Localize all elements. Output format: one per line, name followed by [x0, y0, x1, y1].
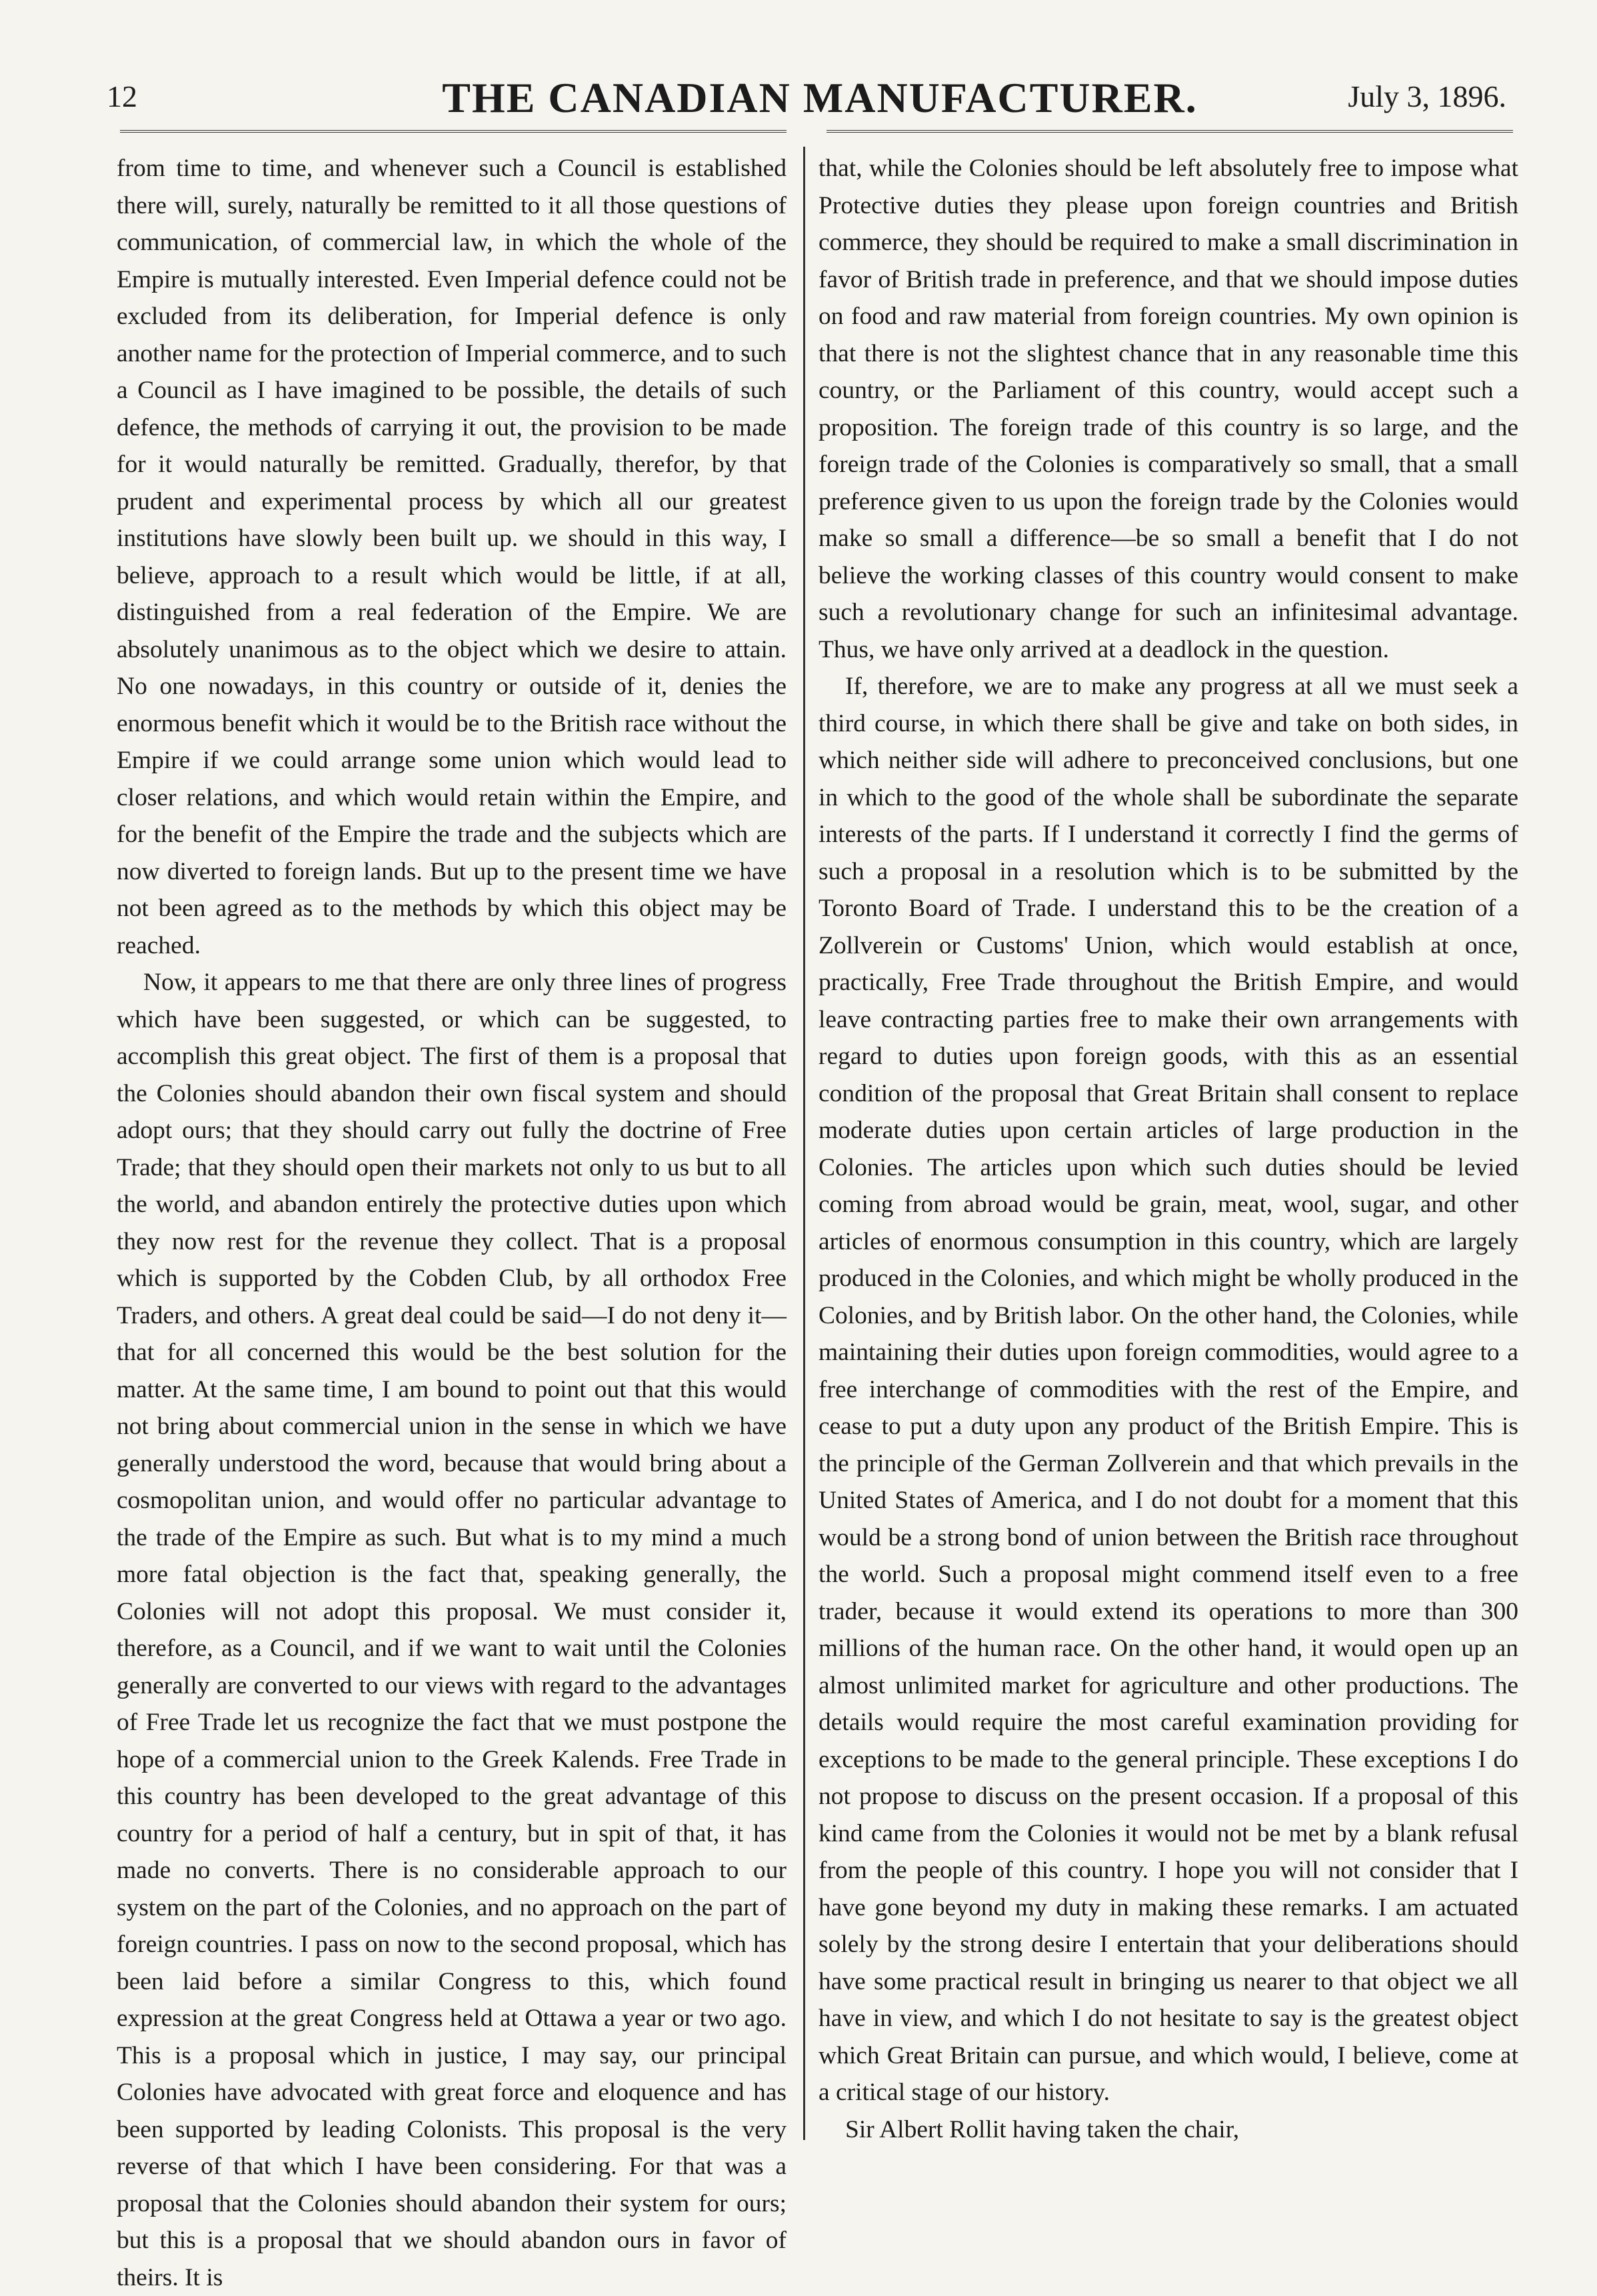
journal-title: THE CANADIAN MANUFACTURER.: [442, 74, 1198, 121]
left-paragraph-2: Now, it appears to me that there are only three lines of progress which have been suggested, or which can be suggested, to accomplish this great object. The first of them is a proposal that the Colonies should abandon their own fiscal system and should adopt ours; that they should carry out fully the doctrine of Free Trade; that they should open their markets not only to us but to all the world, and abandon entirely the protective duties upon which they now rest for the revenue they collect. That is a proposal which is supported by the Cobden Club, by all orthodox Free Traders, and others. A great deal could be said—I do not deny it—that for all concerned this would be the best solution for the matter. At the same time, I am bound to point out that this would not bring about commercial union in the sense in which we have generally understood the word, because that would bring about a cosmopolitan union, and would offer no particular advantage to the trade of the Empire as such. But what is to my mind a much more fatal objection is the fact that, speaking generally, the Colonies will not adopt this proposal. We must consider it, therefore, as a Council, and if we want to wait until the Colonies generally are converted to our views with regard to the advantages of Free Trade let us recognize the fact that we must postpone the hope of a commercial union to the Greek Kalends. Free Trade in this country has been developed to the great advantage of this country for a period of half a century, but in spit of that, it has made no converts. There is no considerable approach to our system on the part of the Colonies, and no approach on the part of foreign countries. I pass on now to the second proposal, which has been laid before a similar Congress to this, which found expression at the great Congress held at Ottawa a year or two ago. This is a proposal which in justice, I may say, our principal Colonies have advocated with great force and eloquence and has been supported by leading Colonists. This proposal is the very reverse of that which I have been considering. For that was a proposal that the Colonies should abandon their system for ours; but this is a proposal that we should abandon ours in favor of theirs. It is: [117, 969, 787, 2291]
issue-date: July 3, 1896.: [1348, 79, 1506, 113]
page-header: [107, 73, 1506, 133]
left-paragraph-1: from time to time, and whenever such a Council is established there will, surely, naturally be remitted to it all those questions of communication, of commercial law, in which the whole of the Empire is mutually interested. Even Imperial defence could not be excluded from its deliberation, for Imperial defence is only another name for the protection of Imperial commerce, and to such a Council as I have imagined to be possible, the details of such defence, the methods of carrying it out, the provision to be made for it would naturally be remitted. Gradually, therefor, by that prudent and experimental process by which all our greatest institutions have slowly been built up. we should in this way, I believe, approach to a result which would be little, if at all, distinguished from a real federation of the Empire. We are absolutely unanimous as to the object which we desire to attain. No one nowadays, in this country or outside of it, denies the enormous benefit which it would be to the British race without the Empire if we could arrange some union which would lead to closer relations, and which would retain within the Empire, and for the benefit of the Empire the trade and the subjects which are now diverted to foreign lands. But up to the present time we have not been agreed as to the methods by which this object may be reached.: [117, 155, 787, 959]
column-divider: [803, 147, 805, 2140]
header-rule-right: [826, 130, 1513, 133]
right-paragraph-3: Sir Albert Rollit having taken the chair,: [845, 2115, 1240, 2143]
right-paragraph-2: If, therefore, we are to make any progress at all we must seek a third course, in which there shall be give and take on both sides, in which neither side will adhere to preconceived conclusions, but one in which to the good of the whole shall be subordinate the separate interests of the parts. If I understand it correctly I find the germs of such a proposal in a resolution which is to be submitted by the Toronto Board of Trade. I understand this to be the creation of a Zollverein or Customs' Union, which would establish at once, practically, Free Trade throughout the British Empire, and would leave contracting parties free to make their own arrangements with regard to duties upon foreign goods, with this as an essential condition of the proposal that Great Britain shall consent to replace moderate duties upon certain articles of large production in the Colonies. The articles upon which such duties should be levied coming from abroad would be grain, meat, wool, sugar, and other articles of enormous consumption in this country, which are largely produced in the Colonies, and which might be wholly produced in the Colonies, and by British labor. On the other hand, the Colonies, while maintaining their duties upon foreign commodities, would agree to a free interchange of commodities with the rest of the Empire, and cease to put a duty upon any product of the British Empire. This is the principle of the German Zollverein and that which prevails in the United States of America, and I do not doubt for a moment that this would be a strong bond of union between the British race throughout the world. Such a proposal might commend itself even to a free trader, because it would extend its operations to more than 300 millions of the human race. On the other hand, it would open up an almost unlimited market for agriculture and other productions. The details would require the most careful examination providing for exceptions to be made to the general principle. These exceptions I do not propose to discuss on the present occasion. If a proposal of this kind came from the Colonies it would not be met by a blank refusal from the people of this country. I hope you will not consider that I have gone beyond my duty in making these remarks. I am actuated solely by the strong desire I entertain that your deliberations should have some practical result in bringing us nearer to that object we all have in view, and which I do not hesitate to say is the greatest object which Great Britain can pursue, and which would, I believe, come at a critical stage of our history.: [818, 673, 1518, 2106]
page-number: 12: [107, 79, 137, 113]
right-paragraph-1: that, while the Colonies should be left absolutely free to impose what Protective duties they please upon foreign countries and British commerce, they should be required to make a small discrimination in favor of British trade in preference, and that we should impose duties on food and raw material from foreign countries. My own opinion is that there is not the slightest chance that in any reasonable time this country, or the Parliament of this country, would accept such a proposition. The foreign trade of this country is so large, and the foreign trade of the Colonies is comparatively so small, that a small preference given to us upon the foreign trade by the Colonies would make so small a difference—be so small a benefit that I do not believe the working classes of this country would consent to make such a revolutionary change for such an infinitesimal advantage. Thus, we have only arrived at a deadlock in the question.: [818, 155, 1518, 663]
right-column: [818, 150, 1518, 2183]
header-rule-left: [120, 130, 787, 133]
left-column: [117, 150, 787, 2291]
